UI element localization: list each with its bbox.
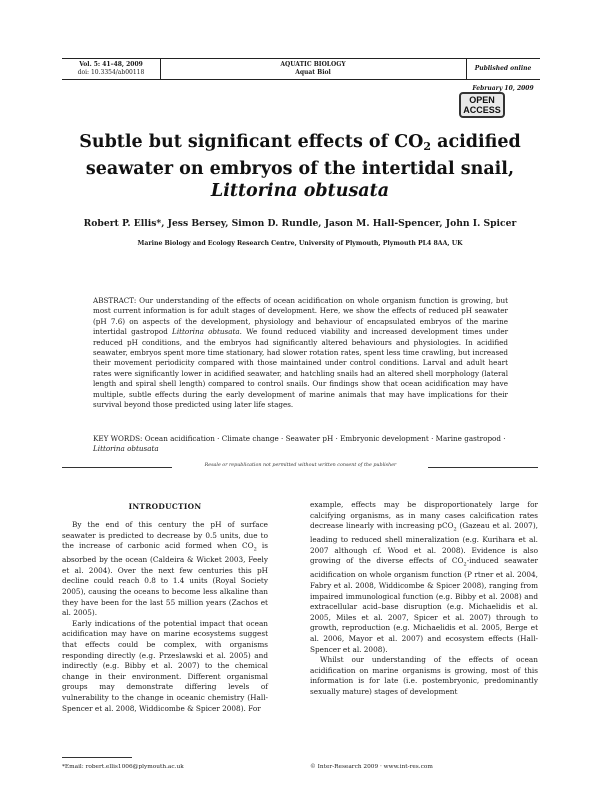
title-line1: Subtle but significant effects of $CO_2$ acidified <box>79 132 521 153</box>
left-paragraph-2: Early indications of the potential impact that ocean acidification may have on marine ecosystems suggest that effects could be complex, with organisms responding directly (e.g. Przeslawski et al. 2005) and indirectly (e.g. Bibby et al. 2007) to the chemical change in their environment. Different organismal groups may demonstrate differing levels of vulnerability to the change in oceanic chemistry (Hall-Spencer et al. 2008, Widdicombe & Spicer 2008). For <box>62 618 268 713</box>
open-access-line2: ACCESS <box>463 105 501 115</box>
paper-title <box>60 131 540 202</box>
footnote-email: *Email: robert.ellis1006@plymouth.ac.uk <box>62 764 184 770</box>
keywords: KEY WORDS: Ocean acidification · Climate change · Seawater pH · Embryonic development · Marine gastropod · Littorina obtusata <box>93 434 506 454</box>
journal-name: AQUATIC BIOLOGY <box>280 61 346 68</box>
footnote-rule <box>62 757 132 758</box>
title-line3: Littorina obtusata <box>210 181 390 201</box>
right-paragraph-2: Whilst our understanding of the effects of ocean acidification on marine organisms is growing, most of this information is for late (i.e. postembryonic, predominantly sexually mature) stages of development <box>310 655 538 696</box>
abstract: ABSTRACT: Our understanding of the effects of ocean acidification on whole organism function is growing, but most current information is for adult stages of development. Here, we show the effects of reduced pH seawater (pH 7.6) on aspects of the development, physiology and behaviour of encapsulated embryos of the marine intertidal gastropod Littorina obtusata. We found reduced viability and increased development times under reduced pH conditions, and the embryos had significantly altered behaviours and physiologies. In acidified seawater, embryos spent more time stationary, had slower rotation rates, spent less time crawling, but increased their movement periodicity compared with those maintained under control conditions. Larval and adult heart rates were significantly lower in acidified seawater, and hatchling snails had an altered shell morphology (lateral length and spiral shell length) compared to control snails. Our findings show that ocean acidification may have multiple, subtle effects during the early development of marine animals that may have implications for their survival beyond those predicted using later life stages. <box>93 296 509 410</box>
section-heading-introduction: INTRODUCTION <box>128 502 202 511</box>
journal-abbrev: Aquat Biol <box>295 69 331 76</box>
journal-cell <box>160 59 467 79</box>
right-paragraph-1: example, effects may be disproportionately large for calcifying organisms, as in many cases calcification rates decrease linearly with increasing pCO$_2$ (Gazeau et al. 2007), leading to reduced shell mineralization (e.g. Kurihara et al. 2007 although cf. Wood et al. 2008). Evidence is also growing of the diverse effects of $CO_2$-induced seawater acidification on whole organism function (P rtner et al. 2004, Fabry et al. 2008, Widdicombe & Spicer 2008), ranging from impaired immunological function (e.g. Bibby et al. 2008) and extracellular acid–base disruption (e.g. Michaelidis et al. 2005, Miles et al. 2007, Spicer et al. 2007) through to growth, reproduction (e.g. Michaelidis et al. 2005, Berge et al. 2006, Mayor et al. 2007) and ecosystem effects (Hall-Spencer et al. 2008). <box>310 500 538 654</box>
volume: Vol. 5: 41–48, 2009 <box>79 61 143 68</box>
resale-note: Resale or republication not permitted without written consent of the publisher <box>93 463 508 468</box>
left-column <box>62 520 268 714</box>
author-list: Robert P. Ellis*, Jess Bersey, Simon D. Rundle, Jason M. Hall-Spencer, John I. Spicer <box>83 218 517 229</box>
published-date: Published online February 10, 2009 <box>472 65 534 92</box>
left-paragraph-1: By the end of this century the pH of surface seawater is predicted to decrease by 0.5 units, due to the increase of carbonic acid formed when $CO_2$ is absorbed by the ocean (Caldeira & Wicket 2003, Feely et al. 2004). Over the next few centuries this pH decline could reach 0.8 to 1.4 units (Royal Society 2005), causing the oceans to become less alkaline than they have been for the last 55 million years (Zachos et al. 2005). <box>62 520 268 618</box>
volume-cell <box>62 59 161 79</box>
keywords-label: KEY WORDS: <box>93 434 143 443</box>
open-access-line1: OPEN <box>469 95 495 105</box>
journal-header <box>62 58 540 92</box>
abstract-label: ABSTRACT: <box>93 296 137 305</box>
affiliation: Marine Biology and Ecology Research Centre, University of Plymouth, Plymouth PL4 8AA, UK <box>137 240 463 247</box>
right-column <box>310 500 538 698</box>
abstract-species: Littorina obtusata <box>172 327 240 337</box>
title-line2: seawater on embryos of the intertidal snail, <box>85 159 515 179</box>
copyright: © Inter-Research 2009 · www.int-res.com <box>310 764 433 770</box>
doi: doi: 10.3354/ab00118 <box>77 69 145 76</box>
open-access-logo <box>459 92 505 118</box>
